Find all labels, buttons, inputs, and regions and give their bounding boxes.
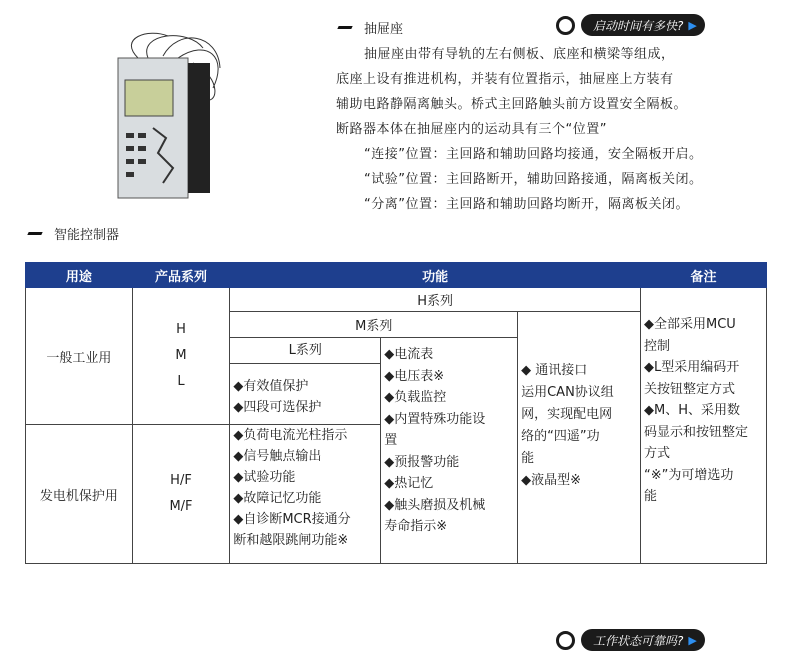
function-line: ◆有效值保护 (233, 379, 309, 394)
position-line: “分离”位置：主回路和辅助回路均断开，隔离板关闭。 (364, 197, 689, 212)
series-m: M (175, 348, 187, 363)
notes-cell (641, 288, 767, 564)
header-use: 用途 (26, 263, 133, 288)
series-mf: M/F (169, 499, 193, 514)
faq-reliability-button[interactable] (556, 629, 705, 651)
controller-title: 智能控制器 (54, 228, 120, 243)
function-line: ◆自诊断MCR接通分 (233, 512, 351, 527)
function-line: 运用CAN协议组 (521, 385, 614, 400)
header-notes: 备注 (641, 263, 767, 288)
m-series-label: M系列 (355, 319, 393, 334)
series-h: H (176, 322, 186, 337)
function-line: ◆液晶型※ (521, 473, 581, 488)
function-line: ◆故障记忆功能 (233, 491, 322, 506)
function-line: ◆ 通讯接口 (521, 363, 588, 378)
play-arrow-icon: ▶ (688, 18, 697, 32)
function-line: ◆热记忆 (384, 476, 434, 491)
series-generator (132, 425, 230, 564)
m-series-header (230, 312, 518, 338)
function-line: 能 (521, 451, 535, 466)
drawer-heading (338, 18, 403, 37)
controller-photo (108, 28, 228, 203)
note-line: 能 (644, 489, 658, 504)
h-series-label: H系列 (417, 294, 454, 309)
paragraph-line: 辅助电路静隔离触头。桥式主回路触头前方设置安全隔板。 (336, 97, 688, 112)
use-general (26, 288, 133, 425)
function-line: ◆电流表 (384, 347, 434, 362)
function-line: 断和越限跳闸功能※ (233, 533, 349, 548)
l-functions-cell (230, 425, 381, 564)
l-series-label: L系列 (230, 338, 380, 364)
series-hf: H/F (170, 473, 192, 488)
circle-icon (556, 631, 575, 650)
function-line: 置 (384, 433, 398, 448)
series-l: L (177, 374, 185, 389)
note-line: 关按钮整定方式 (644, 381, 736, 397)
use-generator (26, 425, 133, 564)
header-series: 产品系列 (132, 263, 230, 288)
function-line: ◆四段可选保护 (233, 400, 322, 415)
function-line: 络的“四遥”功 (521, 429, 600, 444)
note-line: 方式 (644, 446, 671, 461)
function-line: ◆负载监控 (384, 390, 447, 405)
drawer-title: 抽屉座 (364, 22, 404, 37)
function-line: ◆信号触点输出 (233, 449, 322, 464)
controller-heading (28, 224, 119, 243)
function-line: ◆电压表※ (384, 368, 445, 384)
circle-icon (556, 16, 575, 35)
faq-startup-button[interactable] (556, 14, 705, 36)
drawer-description (336, 42, 776, 217)
header-function: 功能 (230, 263, 641, 288)
note-line: 码显示和按钮整定 (644, 424, 749, 440)
controller-spec-table (25, 262, 767, 564)
use-general-label: 一般工业用 (46, 350, 112, 366)
paragraph-line: 断路器本体在抽屉座内的运动具有三个“位置” (336, 122, 607, 137)
paragraph-line: 底座上设有推进机构，并装有位置指示，抽屉座上方装有 (336, 72, 674, 87)
l-series-header (230, 338, 381, 425)
h-series-header (230, 288, 641, 312)
position-line: “试验”位置：主回路断开，辅助回路接通，隔离板关闭。 (364, 172, 703, 187)
faq-startup-label: 启动时间有多快? (593, 18, 684, 33)
function-line: ◆内置特殊功能设 (384, 411, 486, 427)
note-line: ◆M、H、采用数 (644, 403, 741, 418)
function-line: 寿命指示※ (384, 519, 448, 534)
dash-icon (337, 26, 352, 29)
table-header-row (26, 263, 767, 288)
function-line: ◆试验功能 (233, 470, 296, 485)
function-line: ◆触头磨损及机械 (384, 497, 486, 513)
note-line: ◆L型采用编码开 (644, 360, 740, 375)
use-generator-label: 发电机保护用 (39, 488, 118, 504)
m-functions-cell (381, 338, 518, 564)
h-functions-cell (518, 312, 641, 564)
position-line: “连接”位置：主回路和辅助回路均接通，安全隔板开启。 (364, 147, 703, 162)
paragraph-line: 抽屉座由带有导轨的左右侧板、底座和横梁等组成， (364, 47, 675, 62)
function-line: ◆预报警功能 (384, 454, 460, 470)
play-arrow-icon: ▶ (688, 633, 697, 647)
function-line: ◆负荷电流光柱指示 (233, 428, 348, 443)
note-line: “※”为可增选功 (644, 467, 734, 483)
series-general (132, 288, 230, 425)
note-line: 控制 (644, 338, 671, 354)
note-line: ◆全部采用MCU (644, 317, 736, 332)
faq-reliability-label: 工作状态可靠吗? (593, 633, 684, 648)
dash-icon (27, 232, 42, 235)
function-line: 网，实现配电网 (521, 407, 613, 422)
